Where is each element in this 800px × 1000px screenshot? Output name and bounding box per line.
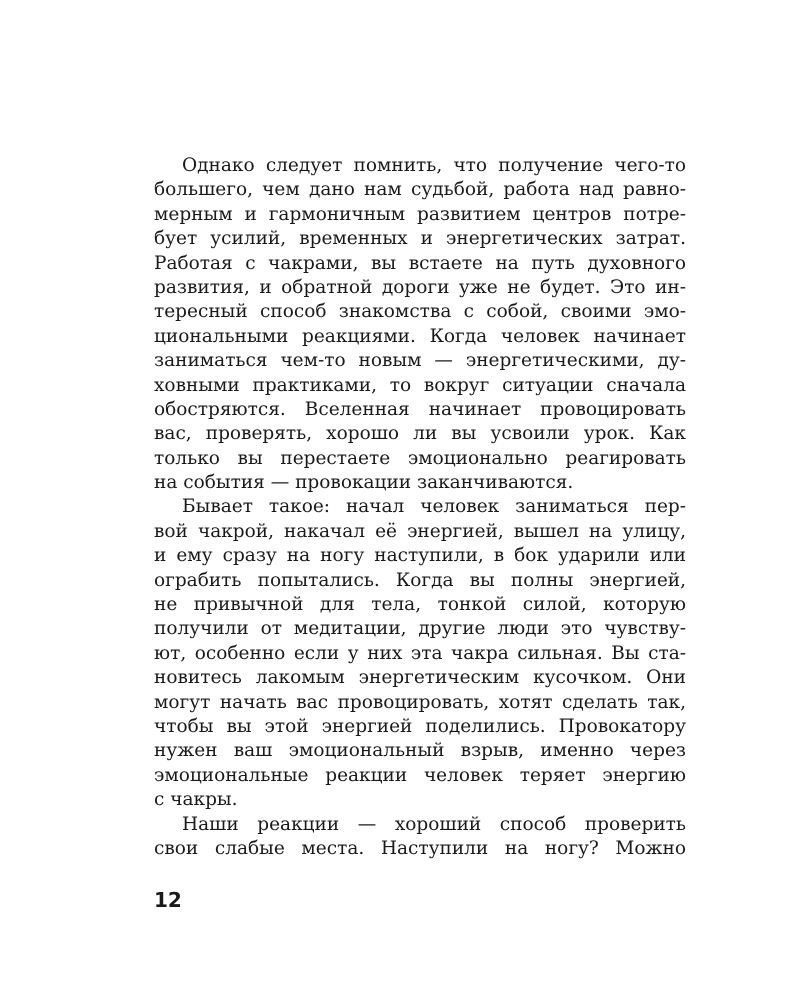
text-line: бует усилий, временных и энергетических затрат. bbox=[154, 228, 686, 250]
page-number: 12 bbox=[154, 888, 182, 912]
text-line: заниматься чем-то новым — энергетическими, ду- bbox=[154, 350, 686, 372]
text-line: и ему сразу на ногу наступили, в бок ударили или bbox=[154, 545, 686, 567]
text-line: ограбить попытались. Когда вы полны энергией, bbox=[154, 569, 686, 591]
text-line: получили от медитации, другие люди это чувству- bbox=[154, 618, 686, 640]
text-line: только вы перестаете эмоционально реагировать bbox=[154, 447, 686, 469]
text-line: Наши реакции — хороший способ проверить bbox=[182, 813, 686, 835]
text-line: свои слабые места. Наступили на ногу? Можно bbox=[154, 837, 686, 859]
text-line: тересный способ знакомства с собой, своими эмо- bbox=[154, 301, 686, 323]
text-line: могут начать вас провоцировать, хотят сделать так, bbox=[154, 691, 686, 713]
text-line: Однако следует помнить, что получение чего-то bbox=[182, 155, 686, 176]
text-line: вас, проверять, хорошо ли вы усвоили урок. Как bbox=[154, 423, 686, 445]
text-line: нужен ваш эмоциональный взрыв, именно через bbox=[154, 740, 686, 762]
text-line: большего, чем дано нам судьбой, работа над равно- bbox=[154, 179, 686, 201]
text-line: не привычной для тела, тонкой силой, которую bbox=[154, 594, 686, 616]
text-line: с чакры. bbox=[154, 789, 238, 811]
text-line: чтобы вы этой энергией поделились. Провокатору bbox=[154, 715, 686, 737]
text-line: обостряются. Вселенная начинает провоцировать bbox=[154, 398, 686, 420]
text-line: развития, и обратной дороги уже не будет. Это ин- bbox=[154, 276, 686, 298]
paragraph-3 bbox=[154, 813, 686, 862]
text-line: на события — провокации заканчиваются. bbox=[154, 472, 574, 494]
text-line: новитесь лакомым энергетическим кусочком. Они bbox=[154, 667, 686, 689]
text-line: Бывает такое: начал человек заниматься пер- bbox=[182, 496, 686, 518]
text-line: эмоциональные реакции человек теряет энергию bbox=[154, 764, 686, 786]
text-line: циональными реакциями. Когда человек начинает bbox=[154, 325, 686, 347]
paragraph-2 bbox=[154, 495, 686, 812]
text-line: ют, особенно если у них эта чакра сильная. Вы ста- bbox=[154, 642, 686, 664]
text-line: Работая с чакрами, вы встаете на путь духовного bbox=[154, 252, 686, 274]
text-line: мерным и гармоничным развитием центров потре- bbox=[154, 203, 686, 225]
text-line: вой чакрой, накачал её энергией, вышел на улицу, bbox=[154, 520, 686, 542]
text-line: ховными практиками, то вокруг ситуации сначала bbox=[154, 374, 686, 396]
paragraph-1 bbox=[154, 154, 686, 495]
body-text bbox=[154, 154, 686, 861]
